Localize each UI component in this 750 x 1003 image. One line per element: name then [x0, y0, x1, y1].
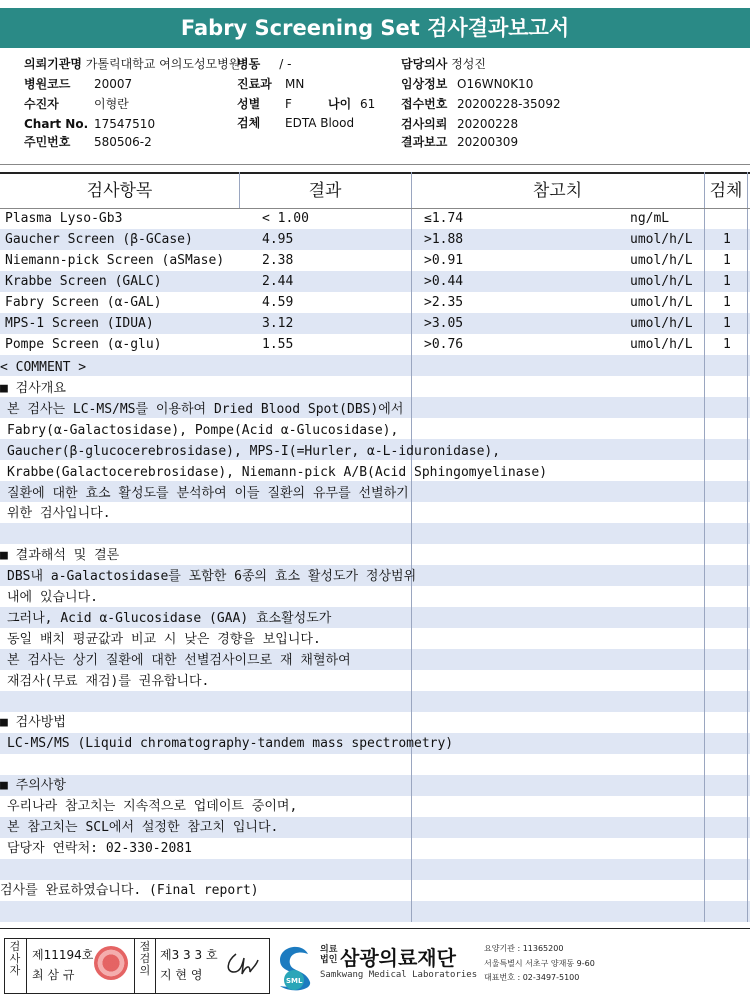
inspector-seal — [94, 946, 128, 980]
age-label: 나이 — [328, 97, 352, 111]
unit: umol/h/L — [630, 274, 693, 289]
clinical-label: 임상정보 — [401, 77, 448, 91]
comment-line: 본 검사는 상기 질환에 대한 선별검사이므로 재 채혈하여 — [7, 652, 351, 668]
result-item: Fabry Screen (α-GAL) — [5, 295, 162, 310]
result-item: Niemann-pick Screen (aSMase) — [5, 253, 225, 268]
specimen-value: EDTA Blood — [285, 116, 355, 130]
id-value: 580506-2 — [94, 135, 152, 149]
table-stripe — [0, 859, 750, 880]
table-stripe — [0, 691, 750, 712]
result-value: 1.55 — [262, 337, 294, 352]
comment-line: 우리나라 참고치는 지속적으로 업데이트 중이며, — [7, 799, 298, 814]
specimen-code: 1 — [723, 253, 731, 268]
code-value: 20007 — [94, 77, 133, 91]
specimen-code: 1 — [723, 232, 731, 247]
unit: umol/h/L — [630, 253, 693, 268]
comment-section-heading: ■ 검사방법 — [0, 715, 66, 731]
doctor-value: 정성진 — [451, 57, 486, 71]
request-value: 20200228 — [457, 117, 519, 131]
logo-name: 삼광의료재단 — [340, 946, 456, 970]
divider — [0, 172, 750, 174]
grid-line — [747, 172, 748, 922]
inspector-number: 제11194호 — [32, 948, 94, 962]
result-item: Gaucher Screen (β-GCase) — [5, 232, 193, 247]
dept-label: 진료과 — [237, 77, 272, 91]
ward-label: 병동 — [237, 57, 261, 71]
comment-line: 질환에 대한 효소 활성도를 분석하여 이들 질환의 유무를 선별하기 — [7, 485, 409, 501]
report-title: Fabry Screening Set 검사결과보고서 — [0, 8, 750, 48]
divider — [134, 938, 135, 993]
hospital-value: 가톨릭대학교 여의도성모병원 — [85, 57, 241, 71]
reference-range: >0.91 — [424, 253, 464, 268]
result-value: 3.12 — [262, 316, 294, 331]
confirm-label: 점검의 — [139, 940, 151, 977]
logo-english: Samkwang Medical Laboratories — [320, 970, 478, 980]
comment-line: Gaucher(β-glucocerebrosidase), MPS-I(=Hurler, α-L-iduronidase), — [7, 443, 501, 459]
hospital-label: 의뢰기관명 — [24, 57, 82, 71]
unit: umol/h/L — [630, 232, 693, 247]
result-value: 4.59 — [262, 295, 294, 310]
age-value: 61 — [360, 97, 376, 111]
sex-value: F — [285, 97, 292, 111]
divider — [26, 938, 27, 993]
dept-value: MN — [285, 77, 305, 91]
reference-range: ≤1.74 — [424, 211, 464, 226]
inspector-label: 검사자 — [9, 940, 21, 977]
clinical-value: O16WN0K10 — [457, 77, 534, 91]
result-value: < 1.00 — [262, 211, 309, 226]
divider — [0, 164, 750, 165]
handwritten-signature — [222, 948, 262, 978]
comment-section-heading: ■ 검사개요 — [0, 381, 66, 396]
footer-divider — [0, 928, 750, 929]
reference-range: >0.44 — [424, 274, 464, 289]
logo-prefix-bottom: 법인 — [320, 955, 338, 965]
specimen-code: 1 — [723, 295, 731, 310]
confirm-name: 지 현 영 — [160, 968, 203, 982]
table-stripe — [0, 901, 750, 922]
ward-value: / - — [279, 57, 292, 71]
address: 서울특별시 서초구 양재동 9-60 — [484, 959, 595, 968]
comment-line: Fabry(α-Galactosidase), Pompe(Acid α-Glucosidase), — [7, 422, 399, 438]
result-item: Krabbe Screen (GALC) — [5, 274, 162, 289]
comment-line: 위한 검사입니다. — [7, 506, 111, 522]
specimen-label: 검체 — [237, 116, 261, 130]
chart-label: Chart No. — [24, 117, 89, 131]
table-stripe — [0, 775, 750, 796]
grid-line — [411, 172, 412, 922]
comment-line: 동일 배치 평균값과 비교 시 낮은 경향을 보입니다. — [7, 631, 321, 647]
comment-line: 본 검사는 LC-MS/MS를 이용하여 Dried Blood Spot(DBS)에서 — [7, 401, 404, 417]
reference-range: >3.05 — [424, 316, 464, 331]
comment-line: 본 참고치는 SCL에서 설정한 참고치 입니다. — [7, 819, 279, 835]
comment-line: Krabbe(Galactocerebrosidase), Niemann-pick A/B(Acid Sphingomyelinase) — [7, 464, 548, 480]
unit: ng/mL — [630, 211, 670, 226]
comment-line: 그러나, Acid α-Glucosidase (GAA) 효소활성도가 — [7, 610, 332, 626]
comment-label: < COMMENT > — [0, 360, 87, 375]
agency-number: 요양기관 : 11365200 — [484, 944, 564, 953]
table-stripe — [0, 355, 750, 376]
comment-line: DBS내 a-Galactosidase를 포함한 6종의 효소 활성도가 정상범위 — [7, 569, 417, 585]
unit: umol/h/L — [630, 316, 693, 331]
comment-line: 재검사(무료 재검)를 권유합니다. — [7, 673, 210, 689]
patient-value: 이형란 — [94, 97, 129, 111]
unit: umol/h/L — [630, 295, 693, 310]
id-label: 주민번호 — [24, 135, 71, 149]
inspector-name: 최 삼 규 — [32, 968, 75, 982]
comment-line: 검사를 완료하였습니다. (Final report) — [0, 882, 259, 898]
sml-text: SML — [286, 977, 303, 985]
divider — [155, 938, 156, 993]
specimen-code: 1 — [723, 316, 731, 331]
comment-section-heading: ■ 결과해석 및 결론 — [0, 548, 120, 564]
result-item: Plasma Lyso-Gb3 — [5, 211, 123, 226]
result-value: 2.38 — [262, 253, 294, 268]
receipt-label: 접수번호 — [401, 97, 448, 111]
header-result: 결과 — [308, 181, 342, 201]
specimen-code: 1 — [723, 274, 731, 289]
reference-range: >2.35 — [424, 295, 464, 310]
receipt-value: 20200228-35092 — [457, 97, 561, 111]
result-value: 2.44 — [262, 274, 294, 289]
code-label: 병원코드 — [24, 77, 71, 91]
sml-logo-icon — [272, 940, 316, 994]
header-specimen: 검체 — [709, 181, 743, 201]
comment-section-heading: ■ 주의사항 — [0, 778, 66, 794]
comment-line: 내에 있습니다. — [7, 590, 99, 605]
unit: umol/h/L — [630, 337, 693, 352]
request-label: 검사의뢰 — [401, 117, 448, 131]
doctor-label: 담당의사 — [401, 57, 448, 71]
table-stripe — [0, 523, 750, 544]
grid-line — [704, 172, 705, 922]
comment-line: LC-MS/MS (Liquid chromatography-tandem mass spectrometry) — [7, 736, 454, 752]
phone: 대표번호 : 02-3497-5100 — [484, 973, 580, 982]
sex-label: 성별 — [237, 97, 261, 111]
report-date-value: 20200309 — [457, 135, 519, 149]
specimen-code: 1 — [723, 337, 731, 352]
logo-prefix-top: 의료 — [320, 945, 338, 955]
result-value: 4.95 — [262, 232, 294, 247]
comment-line: 담당자 연락처: 02-330-2081 — [7, 840, 192, 856]
reference-range: >1.88 — [424, 232, 464, 247]
result-item: MPS-1 Screen (IDUA) — [5, 316, 154, 331]
reference-range: >0.76 — [424, 337, 464, 352]
report-date-label: 결과보고 — [401, 135, 448, 149]
header-item: 검사항목 — [86, 181, 153, 201]
chart-value: 17547510 — [94, 117, 156, 131]
result-item: Pompe Screen (α-glu) — [5, 337, 162, 352]
confirm-number: 제3 3 3 호 — [160, 948, 218, 962]
header-reference: 참고치 — [532, 181, 583, 201]
patient-label: 수진자 — [24, 97, 59, 111]
